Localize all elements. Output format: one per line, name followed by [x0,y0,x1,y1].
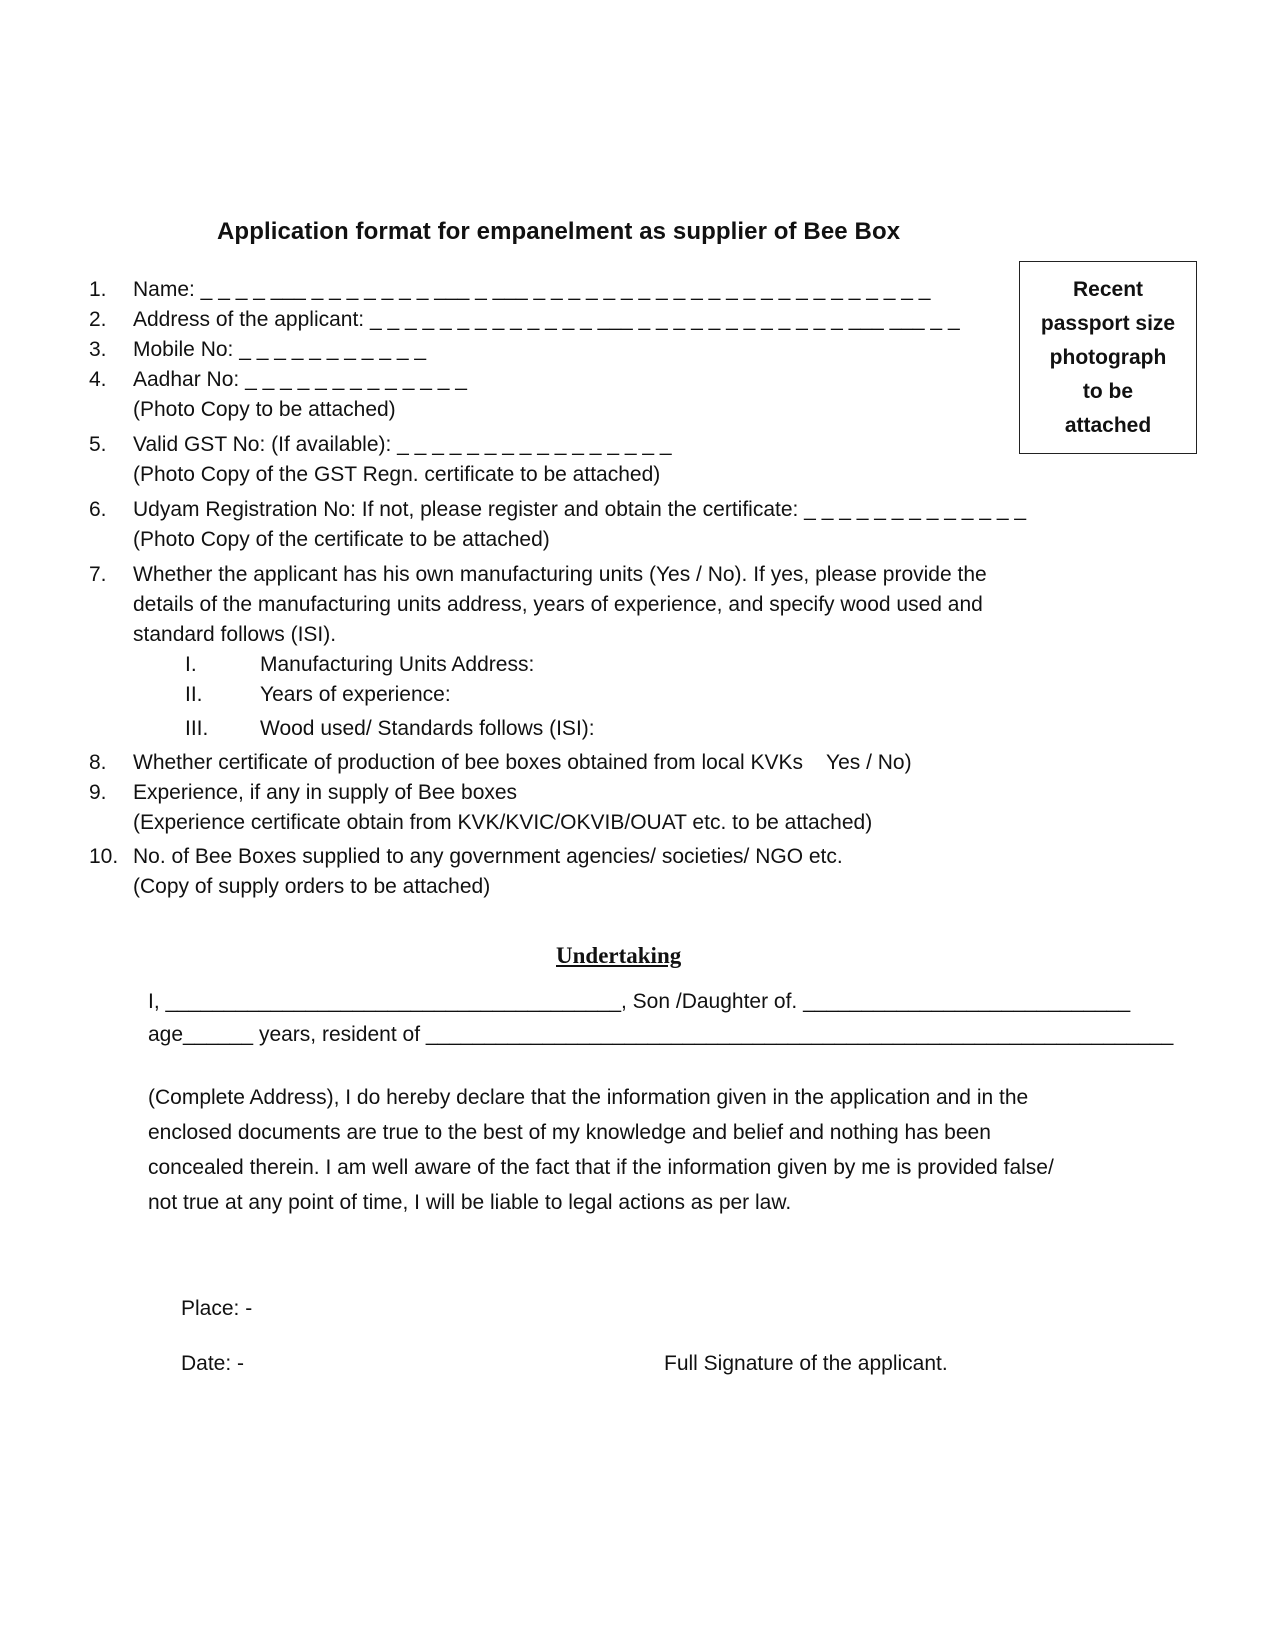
item-number: 2. [89,308,107,331]
gst-field: Valid GST No: (If available): _ _ _ _ _ _ _ _ _ _ _ _ _ _ _ _ [133,433,672,456]
manufacturing-question: standard follows (ISI). [133,623,337,646]
undertaking-heading: Undertaking [556,943,682,968]
item-number: 7. [89,563,107,586]
photo-box-line: passport size [1040,311,1176,335]
declaration-line: enclosed documents are true to the best of my knowledge and belief and nothing has been [148,1121,991,1144]
photo-box-line: to be [1082,379,1134,403]
subitem-number: I. [185,653,197,676]
experience-years-field: Years of experience: [260,683,451,706]
manufacturing-question: details of the manufacturing units address, years of experience, and specify wood used and [133,593,983,616]
item-number: 6. [89,498,107,521]
item-note: (Photo Copy to be attached) [133,398,396,421]
photo-box-line: photograph [1049,345,1167,369]
declaration-line: (Complete Address), I do hereby declare that the information given in the application and in the [148,1086,1029,1109]
supply-experience-field: Experience, if any in supply of Bee boxes [133,781,518,804]
mobile-field: Mobile No: _ _ _ _ _ _ _ _ _ _ _ [133,338,427,361]
passport-photo-box [1019,261,1197,454]
item-number: 3. [89,338,107,361]
kvk-certificate-question: Whether certificate of production of bee boxes obtained from local KVKs Yes / No) [133,751,912,774]
item-note: (Copy of supply orders to be attached) [133,875,491,898]
manufacturing-address-field: Manufacturing Units Address: [260,653,535,676]
date-label: Date: - [181,1352,245,1375]
udyam-field: Udyam Registration No: If not, please register and obtain the certificate: _ _ _ _ _ _ _ _ _ _ _ _ _ [133,498,1027,521]
supplied-boxes-field: No. of Bee Boxes supplied to any government agencies/ societies/ NGO etc. [133,845,843,868]
declaration-line: not true at any point of time, I will be liable to legal actions as per law. [148,1191,792,1214]
undertaking-age-line: age______ years, resident of ________________________________________________________________ [148,1023,1174,1046]
declaration-line: concealed therein. I am well aware of the fact that if the information given by me is provided false/ [148,1156,1054,1179]
subitem-number: III. [185,717,209,740]
item-note: (Experience certificate obtain from KVK/KVIC/OKVIB/OUAT etc. to be attached) [133,811,873,834]
aadhar-field: Aadhar No: _ _ _ _ _ _ _ _ _ _ _ _ _ [133,368,467,391]
item-number: 4. [89,368,107,391]
place-label: Place: - [181,1297,253,1320]
name-field: Name: _ _ _ _ ___ _ _ _ _ _ _ _ ___ _ ___ _ _ _ _ _ _ _ _ _ _ _ _ _ _ _ _ _ _ _ _ _ _ _ [133,278,931,301]
subitem-number: II. [185,683,203,706]
undertaking-name-line: I, _______________________________________, Son /Daughter of. ____________________________ [148,990,1131,1013]
item-number: 9. [89,781,107,804]
address-field: Address of the applicant: _ _ _ _ _ _ _ _ _ _ _ _ _ ___ _ _ _ _ _ _ _ _ _ _ _ _ ___ ___ _ _ [133,308,960,331]
form-title: Application format for empanelment as supplier of Bee Box [217,218,901,245]
item-number: 10. [89,845,119,868]
item-number: 5. [89,433,107,456]
item-number: 1. [89,278,107,301]
photo-box-line: attached [1064,413,1152,437]
item-number: 8. [89,751,107,774]
signature-label: Full Signature of the applicant. [664,1352,948,1375]
item-note: (Photo Copy of the certificate to be attached) [133,528,550,551]
declaration-paragraph [148,1080,1148,1220]
item-note: (Photo Copy of the GST Regn. certificate to be attached) [133,463,661,486]
wood-standards-field: Wood used/ Standards follows (ISI): [260,717,595,740]
manufacturing-question: Whether the applicant has his own manufacturing units (Yes / No). If yes, please provide the [133,563,987,586]
photo-box-line: Recent [1072,277,1144,301]
